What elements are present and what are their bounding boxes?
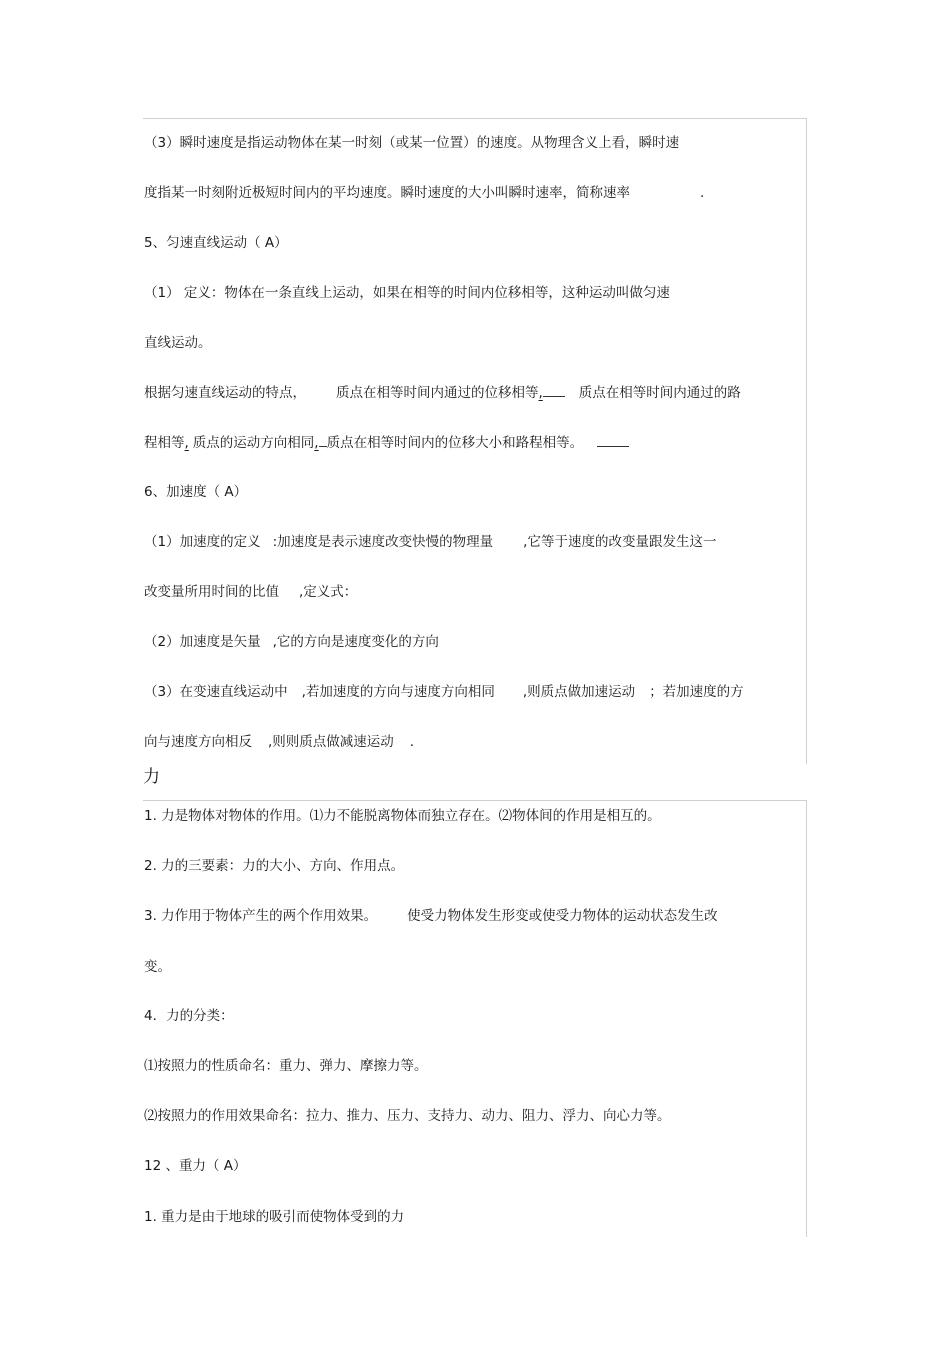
fill-blank xyxy=(319,434,327,447)
text: , xyxy=(538,385,543,401)
text: 使受力物体发生形变或使受力物体的运动状态发生改 xyxy=(407,908,718,924)
text: 质点在相等时间内的位移大小和路程相等。 xyxy=(326,435,584,451)
text: , xyxy=(184,435,189,451)
paragraph-line xyxy=(144,734,414,750)
paragraph-line xyxy=(144,434,629,450)
fill-blank xyxy=(597,434,629,447)
paragraph-line xyxy=(144,1108,671,1124)
text: ,则则质点做减速运动 xyxy=(268,734,394,750)
text: ⑴按照力的性质命名：重力、弹力、摩擦力等。 xyxy=(144,1058,428,1074)
paragraph-line xyxy=(144,335,212,351)
text: （3）在变速直线运动中 xyxy=(144,684,288,700)
paragraph-line xyxy=(144,534,716,550)
paragraph-line xyxy=(144,135,679,151)
text: 3. 力作用于物体产生的两个作用效果。 xyxy=(144,908,378,924)
text: 程相等 xyxy=(144,435,185,451)
paragraph-line xyxy=(144,1008,234,1024)
paragraph-line xyxy=(144,858,404,874)
text: 向与速度方向相反 xyxy=(144,734,252,750)
paragraph-line xyxy=(144,908,718,924)
text: . xyxy=(700,185,705,201)
text: （3）瞬时速度是指运动物体在某一时刻（或某一位置）的速度。从物理含义上看，瞬时速 xyxy=(144,135,680,151)
chapter-heading: 力 xyxy=(143,767,160,787)
text: 根据匀速直线运动的特点， xyxy=(144,385,306,401)
paragraph-line xyxy=(144,684,744,700)
text: :加速度是表示速度改变快慢的物理量 xyxy=(272,534,494,550)
text: 4．力的分类： xyxy=(144,1008,234,1024)
text: 改变量所用时间的比值 xyxy=(144,584,279,600)
paragraph-line xyxy=(144,1209,404,1225)
text: ,若加速度的方向与速度方向相同 xyxy=(301,684,495,700)
text: 12 、重力（ A） xyxy=(144,1158,247,1174)
paragraph-line xyxy=(144,634,439,650)
text: ,它等于速度的改变量跟发生这一 xyxy=(523,534,717,550)
text: 6、加速度（ A） xyxy=(144,484,248,500)
text: , xyxy=(314,435,319,451)
text: 2. 力的三要素：力的大小、方向、作用点。 xyxy=(144,858,405,874)
text: 度指某一时刻附近极短时间内的平均速度。瞬时速度的大小叫瞬时速率，简称速率 xyxy=(144,185,630,201)
paragraph-line xyxy=(144,285,670,301)
text: ⑵按照力的作用效果命名：拉力、推力、压力、支持力、动力、阻力、浮力、向心力等。 xyxy=(144,1108,671,1124)
text: 5、匀速直线运动（ A） xyxy=(144,235,288,251)
text: 1. 重力是由于地球的吸引而使物体受到的力 xyxy=(144,1209,405,1225)
paragraph-line xyxy=(144,1058,428,1074)
text: （1） 定义：物体在一条直线上运动，如果在相等的时间内位移相等，这种运动叫做匀速 xyxy=(144,285,670,301)
fill-blank xyxy=(543,384,565,397)
paragraph-line xyxy=(144,584,357,600)
text: （2）加速度是矢量 xyxy=(144,634,261,650)
text: ,它的方向是速度变化的方向 xyxy=(272,634,439,650)
section-heading xyxy=(144,1158,247,1174)
text: 质点的运动方向相同 xyxy=(192,435,315,451)
section-heading xyxy=(144,235,288,251)
text: ；若加速度的方 xyxy=(649,684,744,700)
paragraph-line xyxy=(144,384,741,400)
text: ,定义式： xyxy=(299,584,358,600)
paragraph-line xyxy=(144,185,704,201)
text: ,则质点做加速运动 xyxy=(522,684,636,700)
text: 质点在相等时间内通过的位移相等 xyxy=(336,385,539,401)
text: 质点在相等时间内通过的路 xyxy=(578,385,741,401)
text: 1. 力是物体对物体的作用。⑴力不能脱离物体而独立存在。⑵物体间的作用是相互的。 xyxy=(144,808,661,824)
text: 变。 xyxy=(144,959,171,975)
paragraph-line xyxy=(144,959,171,975)
paragraph-line xyxy=(144,808,661,824)
text: （1）加速度的定义 xyxy=(144,534,261,550)
text: 直线运动。 xyxy=(144,335,212,351)
section-heading xyxy=(144,484,247,500)
text: . xyxy=(409,734,415,750)
